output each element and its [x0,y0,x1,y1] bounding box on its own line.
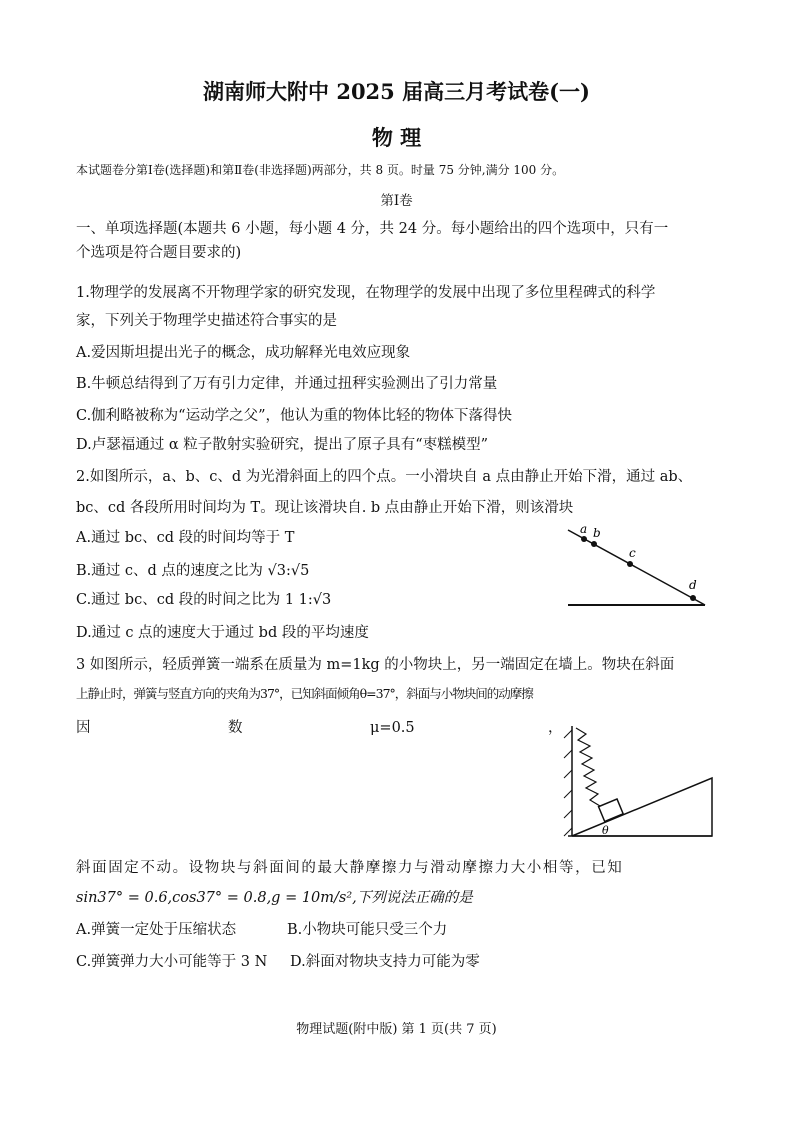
q3-option-c: C.弹簧弹力大小可能等于 3 N [76,954,268,970]
point-label: d [689,578,697,592]
q3-stem: 斜面固定不动。设物块与斜面间的最大静摩擦力与滑动摩擦力大小相等，已知 [76,860,624,876]
subject-title: 物 理 [371,125,422,150]
q2-option-a: A.通过 bc、cd 段的时间均等于 T [76,530,295,546]
q1-option-a: A.爱因斯坦提出光子的概念，成功解释光电效应现象 [76,345,411,361]
q2-option-c: C.通过 bc、cd 段的时间之比为 1 1:√3 [76,592,332,608]
point-label: a [580,525,588,536]
q1-option-c: C.伽利略被称为“运动学之父”，他认为重的物体比轻的物体下落得快 [76,408,513,424]
theta-label: θ [602,824,609,837]
q1-option-b: B.牛顿总结得到了万有引力定律，并通过扭秤实验测出了引力常量 [76,376,498,392]
q1-stem: 家，下列关于物理学史描述符合事实的是 [76,313,337,329]
q3-stem-text: 因 [76,720,91,736]
q2-option-d: D.通过 c 点的速度大于通过 bd 段的平均速度 [76,625,369,641]
intro: 本试题卷分第Ⅰ卷(选择题)和第Ⅱ卷(非选择题)两部分，共 8 页。时量 75 分钟,满分 100 分。 [76,163,565,177]
q3-stem: 上静止时，弹簧与竖直方向的夹角为37°，已知斜面倾角θ=37°，斜面与小物块间的动摩擦 [76,686,533,701]
q3-stem-text: 数 [228,720,243,736]
q1-stem: 1.物理学的发展离不开物理学家的研究发现，在物理学的发展中出现了多位里程碑式的科学 [76,285,656,301]
point-label: b [593,526,601,540]
q1-option-d: D.卢瑟福通过 α 粒子散射实验研究，提出了原子具有“枣糕模型” [76,437,489,453]
q2-stem: 2.如图所示，a、b、c、d 为光滑斜面上的四个点。一小滑块自 a 点由静止开始下滑，通过 ab、 [76,469,693,485]
page-footer: 物理试题(附中版) 第 1 页(共 7 页) [296,1022,497,1037]
q3-option-a: A.弹簧一定处于压缩状态 [76,922,237,938]
q3-option-d: D.斜面对物块支持力可能为零 [290,954,480,970]
page-title: 湖南师大附中 2025 届高三月考试卷(一) [203,79,590,104]
section-heading: 个选项是符合题目要求的) [76,245,242,261]
q3-stem: 3 如图所示，轻质弹簧一端系在质量为 m=1kg 的小物块上，另一端固定在墙上。物块在斜面 [76,657,675,673]
q3-option-b: B.小物块可能只受三个力 [287,922,448,938]
part-heading: 第Ⅰ卷 [380,193,413,209]
point-label: c [629,546,636,560]
incline-figure [560,525,720,610]
q3-stem-text: μ=0.5 [370,720,415,736]
q3-stem-text: ， [548,720,563,736]
q2-stem: bc、cd 各段所用时间均为 T。现让该滑块自. b 点由静止开始下滑，则该滑块 [76,500,574,516]
section-heading: 一、单项选择题(本题共 6 小题，每小题 4 分，共 24 分。每小题给出的四个选项中，只有一 [76,221,669,237]
q2-option-b: B.通过 c、d 点的速度之比为 √3:√5 [76,563,310,579]
q3-stem: sin37° = 0.6,cos37° = 0.8,g = 10m/s²,下列说法正确的是 [76,890,473,906]
spring-incline-figure [560,718,720,843]
